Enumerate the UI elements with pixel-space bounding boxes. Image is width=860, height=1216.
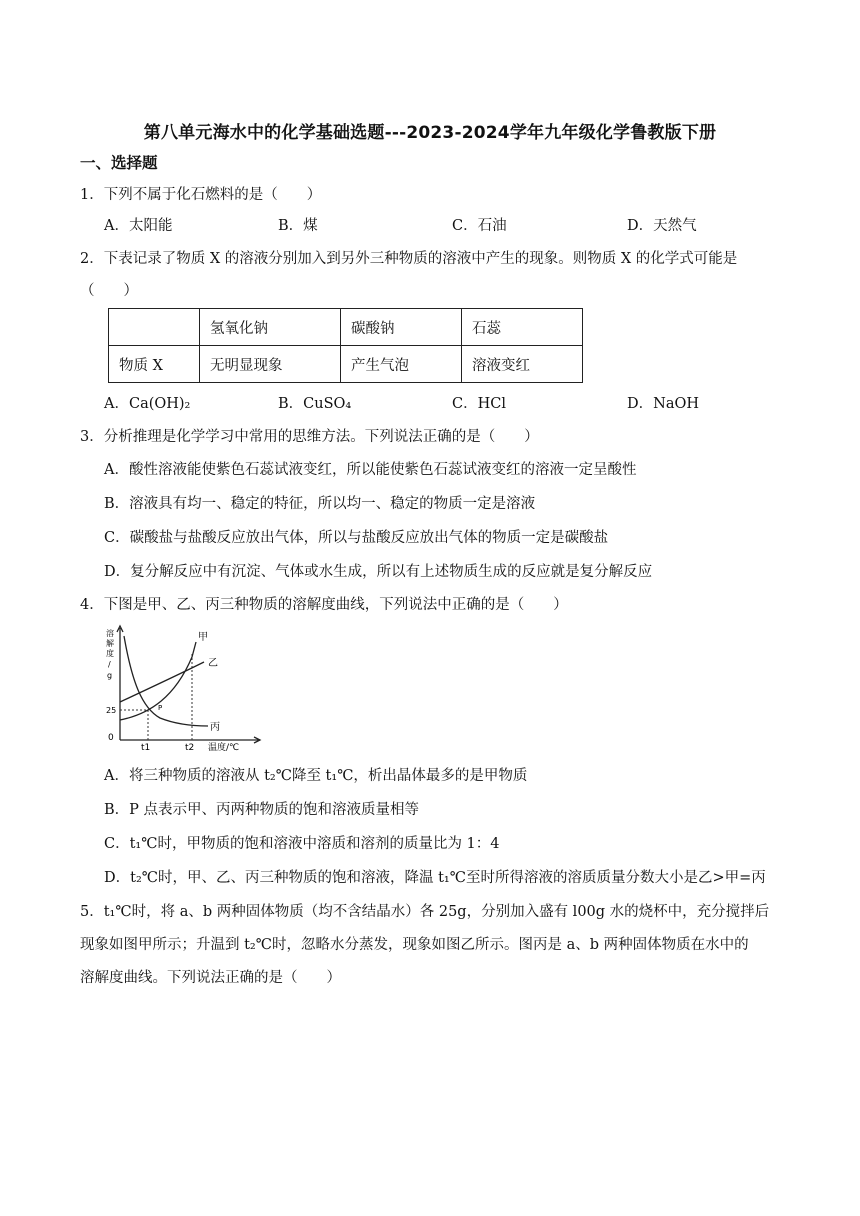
table-row — [109, 346, 583, 383]
curve-label-yi: 乙 — [208, 658, 218, 669]
q4-option-a: A．将三种物质的溶液从 t₂℃降至 t₁℃，析出晶体最多的是甲物质 — [104, 768, 528, 784]
q2-option-b: B．CuSO₄ — [278, 396, 352, 412]
table-cell — [109, 309, 200, 346]
ylabel-char: g — [107, 671, 113, 680]
table-cell: 无明显现象 — [200, 346, 341, 383]
q2-option-c: C．HCl — [452, 396, 506, 412]
ylabel-char: 溶 — [106, 629, 114, 638]
table-cell: 产生气泡 — [341, 346, 462, 383]
ylabel-char: 解 — [106, 639, 114, 648]
q1-option-b: B．煤 — [278, 218, 318, 234]
q5-stem-line-1: 5．t₁℃时，将 a、b 两种固体物质（均不含结晶水）各 25g，分别加入盛有 l00g 水的烧杯中，充分搅拌后 — [80, 904, 770, 920]
q1-stem: 1．下列不属于化石燃料的是（ ） — [80, 187, 322, 203]
q1-option-a: A．太阳能 — [104, 218, 173, 234]
x-axis-label: 温度/℃ — [208, 743, 240, 752]
y-tick-label: 25 — [106, 706, 117, 715]
q2-option-d: D．NaOH — [627, 396, 699, 412]
ylabel-char: 度 — [106, 649, 114, 658]
curve-label-bing: 丙 — [210, 722, 220, 733]
q5-stem-line-2: 现象如图甲所示；升温到 t₂℃时，忽略水分蒸发，现象如图乙所示。图丙是 a、b 两种固体物质在水中的 — [80, 937, 749, 953]
ylabel-char: / — [108, 660, 111, 669]
q2-table — [108, 308, 583, 383]
x-tick-t2: t2 — [185, 743, 195, 752]
q3-stem: 3．分析推理是化学学习中常用的思维方法。下列说法正确的是（ ） — [80, 429, 539, 445]
table-cell: 碳酸钠 — [341, 309, 462, 346]
curve-yi — [120, 662, 204, 702]
q3-option-c: C．碳酸盐与盐酸反应放出气体，所以与盐酸反应放出气体的物质一定是碳酸盐 — [104, 530, 609, 546]
q2-stem-cont: （ ） — [80, 283, 138, 299]
x-tick-t1: t1 — [141, 743, 151, 752]
q4-option-c: C．t₁℃时，甲物质的饱和溶液中溶质和溶剂的质量比为 1：4 — [104, 836, 500, 852]
q1-option-d: D．天然气 — [627, 218, 697, 234]
q4-option-b: B．P 点表示甲、丙两种物质的饱和溶液质量相等 — [104, 802, 420, 818]
q1-option-c: C．石油 — [452, 218, 507, 234]
solubility-curve-figure — [100, 622, 270, 752]
q2-stem: 2．下表记录了物质 X 的溶液分别加入到另外三种物质的溶液中产生的现象。则物质 X 的化学式可能是 — [80, 251, 738, 267]
q3-option-d: D．复分解反应中有沉淀、气体或水生成，所以有上述物质生成的反应就是复分解反应 — [104, 564, 653, 580]
table-cell: 氢氧化钠 — [200, 309, 341, 346]
curve-label-jia: 甲 — [198, 632, 208, 643]
q5-stem-line-3: 溶解度曲线。下列说法正确的是（ ） — [80, 970, 341, 986]
q4-option-d: D．t₂℃时，甲、乙、丙三种物质的饱和溶液，降温 t₁℃至时所得溶液的溶质质量分数大小是乙>甲=丙 — [104, 870, 766, 886]
q3-option-b: B．溶液具有均一、稳定的特征，所以均一、稳定的物质一定是溶液 — [104, 496, 536, 512]
origin-label: 0 — [108, 733, 114, 743]
q3-option-a: A．酸性溶液能使紫色石蕊试液变红，所以能使紫色石蕊试液变红的溶液一定呈酸性 — [104, 462, 637, 478]
section-heading: 一、选择题 — [80, 154, 158, 172]
table-cell: 溶液变红 — [462, 346, 583, 383]
point-label-p: P — [158, 704, 163, 712]
table-cell: 物质 X — [109, 346, 200, 383]
page-title: 第八单元海水中的化学基础选题---2023-2024学年九年级化学鲁教版下册 — [143, 123, 717, 143]
table-header-row — [109, 309, 583, 346]
table-cell: 石蕊 — [462, 309, 583, 346]
q2-option-a: A．Ca(OH)₂ — [104, 396, 191, 412]
q4-stem: 4．下图是甲、乙、丙三种物质的溶解度曲线，下列说法中正确的是（ ） — [80, 597, 568, 613]
